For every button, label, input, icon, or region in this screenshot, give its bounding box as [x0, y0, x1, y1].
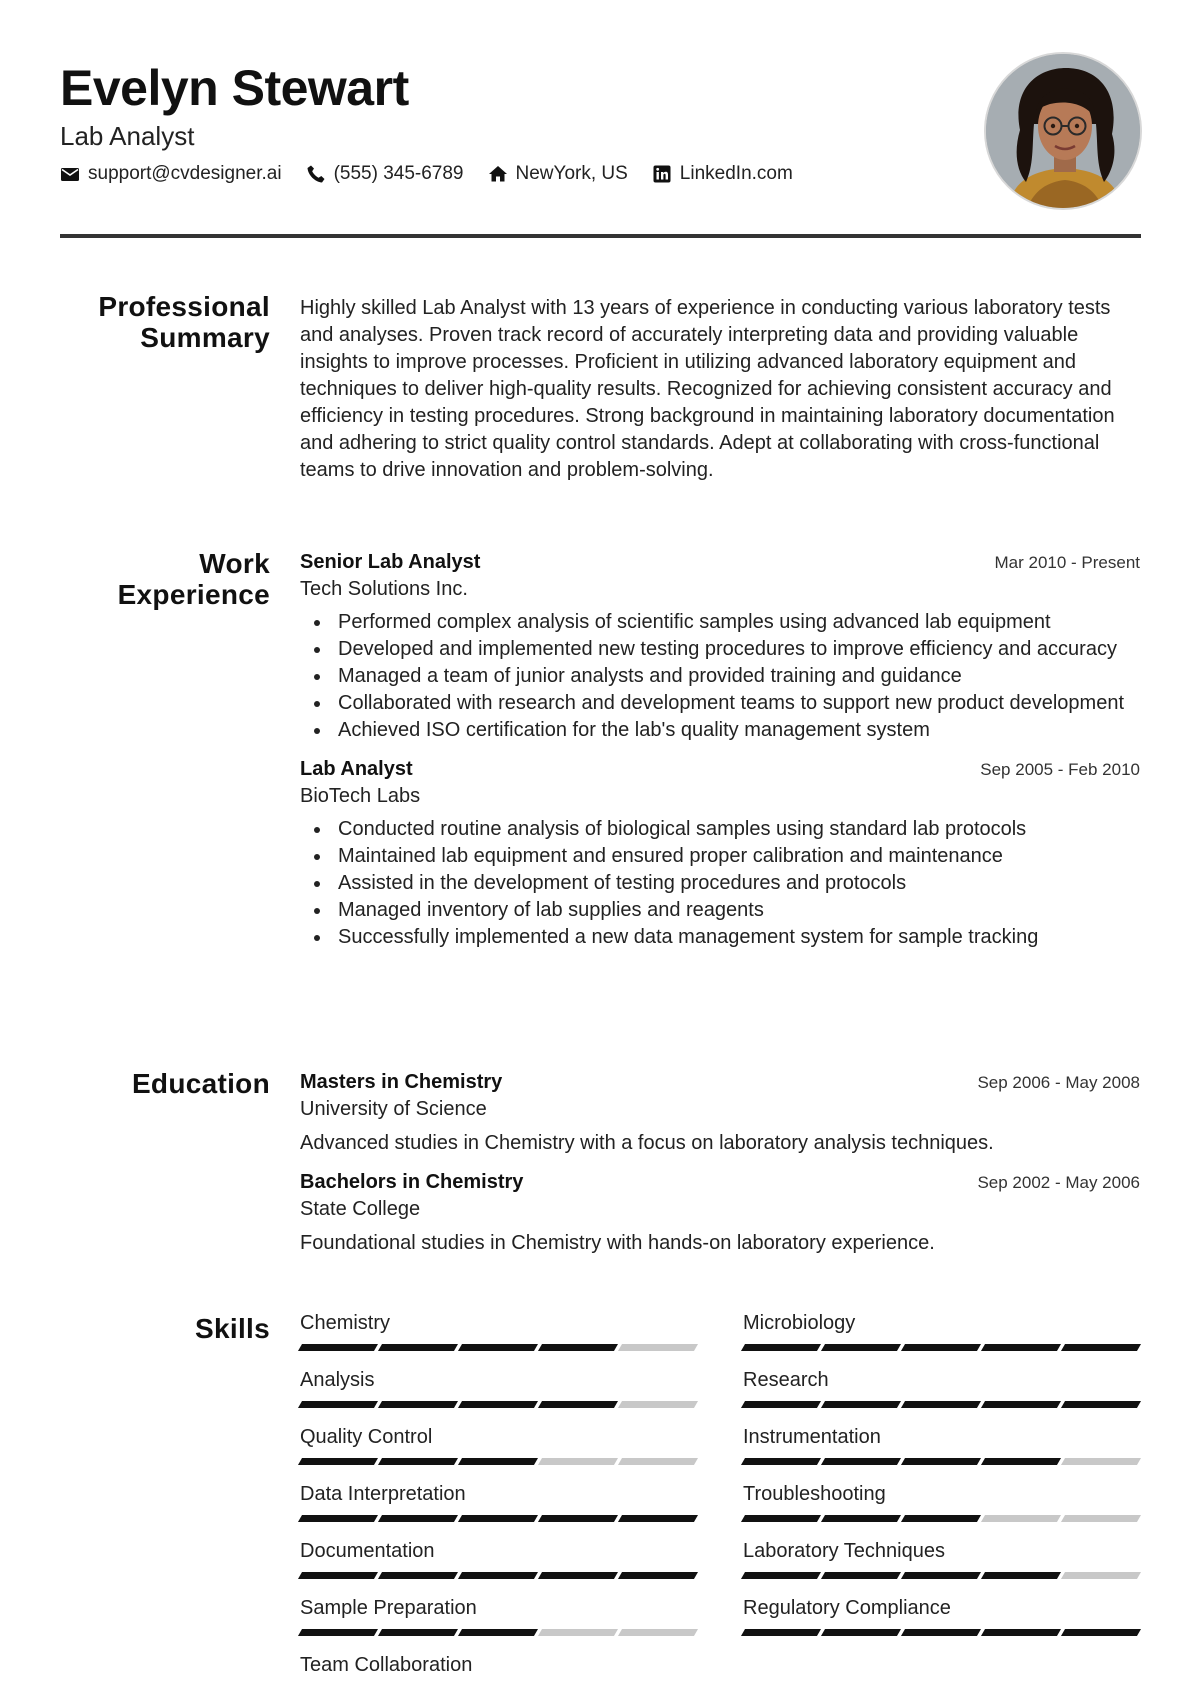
bullet-item: Managed inventory of lab supplies and reagents	[300, 897, 1140, 924]
skill-name: Documentation	[300, 1540, 435, 1562]
skill-item	[743, 1424, 1139, 1480]
skill-level-segment-filled	[821, 1515, 901, 1522]
skill-level-segment-filled	[298, 1572, 378, 1579]
skill-level-segment-filled	[901, 1344, 981, 1351]
profile-photo	[984, 52, 1142, 210]
degree-title: Bachelors in Chemistry	[300, 1171, 524, 1193]
skill-name: Team Collaboration	[300, 1654, 473, 1676]
skill-name: Data Interpretation	[300, 1483, 466, 1505]
job-entry	[300, 756, 1140, 951]
skill-level-segment-filled	[821, 1629, 901, 1636]
home-icon	[488, 164, 508, 184]
skill-name: Research	[743, 1369, 829, 1391]
education-list	[300, 1069, 1140, 1257]
linkedin-icon	[652, 164, 672, 184]
phone-text: (555) 345-6789	[333, 163, 464, 184]
skill-level-segment-filled	[618, 1515, 698, 1522]
skill-item	[300, 1481, 696, 1537]
skill-level-segment-filled	[458, 1344, 538, 1351]
email-text: support@cvdesigner.ai	[88, 163, 282, 184]
phone-icon	[306, 164, 326, 184]
skill-level-segment-filled	[538, 1344, 618, 1351]
skill-level-bar	[300, 1515, 696, 1522]
skill-level-segment-filled	[981, 1629, 1061, 1636]
job-dates: Sep 2005 - Feb 2010	[980, 760, 1140, 779]
contact-list	[60, 162, 793, 186]
education-dates: Sep 2002 - May 2006	[977, 1173, 1140, 1192]
skill-level-bar	[300, 1572, 696, 1579]
envelope-icon	[60, 164, 80, 184]
skill-item	[743, 1367, 1139, 1423]
summary-heading	[60, 291, 270, 353]
education-entry	[300, 1069, 1140, 1157]
candidate-role: Lab Analyst	[60, 121, 195, 151]
skill-level-segment-filled	[298, 1629, 378, 1636]
skill-item	[743, 1481, 1139, 1537]
contact-email[interactable]	[60, 162, 282, 186]
job-bullets	[300, 609, 1140, 744]
job-dates: Mar 2010 - Present	[994, 553, 1140, 572]
skill-level-segment-empty	[538, 1629, 618, 1636]
summary-heading-line2: Summary	[140, 322, 270, 353]
skill-level-segment-filled	[901, 1629, 981, 1636]
skill-level-segment-filled	[458, 1572, 538, 1579]
skills-heading: Skills	[195, 1313, 270, 1344]
bullet-item: Developed and implemented new testing procedures to improve efficiency and accuracy	[300, 636, 1140, 663]
work-heading-line1: Work	[199, 548, 270, 579]
bullet-item: Collaborated with research and development teams to support new product development	[300, 690, 1140, 717]
skill-level-bar	[743, 1572, 1139, 1579]
resume-header	[60, 58, 1140, 238]
job-company: BioTech Labs	[300, 785, 421, 807]
skill-level-segment-filled	[378, 1401, 458, 1408]
skill-level-segment-filled	[981, 1344, 1061, 1351]
skill-level-segment-filled	[901, 1515, 981, 1522]
skill-level-segment-filled	[741, 1515, 821, 1522]
skill-level-segment-filled	[821, 1458, 901, 1465]
job-bullets	[300, 816, 1140, 951]
skill-level-segment-empty	[618, 1344, 698, 1351]
skill-level-segment-filled	[618, 1572, 698, 1579]
skill-level-segment-filled	[901, 1572, 981, 1579]
bullet-item: Maintained lab equipment and ensured proper calibration and maintenance	[300, 843, 1140, 870]
header-divider	[60, 234, 1141, 238]
bullet-item: Achieved ISO certification for the lab's quality management system	[300, 717, 1140, 744]
skill-level-segment-filled	[378, 1515, 458, 1522]
skill-level-segment-filled	[1061, 1629, 1141, 1636]
skill-level-segment-empty	[1061, 1572, 1141, 1579]
skill-level-segment-filled	[901, 1401, 981, 1408]
skill-level-segment-filled	[981, 1401, 1061, 1408]
education-description: Advanced studies in Chemistry with a focus on laboratory analysis techniques.	[300, 1132, 994, 1154]
skill-level-segment-filled	[1061, 1344, 1141, 1351]
skill-level-segment-filled	[458, 1458, 538, 1465]
skill-level-segment-filled	[538, 1401, 618, 1408]
skill-item	[300, 1595, 696, 1651]
skill-level-segment-empty	[1061, 1458, 1141, 1465]
skill-level-segment-filled	[538, 1572, 618, 1579]
skill-item	[300, 1367, 696, 1423]
skill-level-segment-filled	[298, 1458, 378, 1465]
bullet-item: Assisted in the development of testing procedures and protocols	[300, 870, 1140, 897]
work-heading	[60, 548, 270, 610]
skill-level-segment-filled	[298, 1515, 378, 1522]
contact-phone[interactable]	[306, 162, 464, 186]
education-heading: Education	[131, 1068, 270, 1099]
job-title: Lab Analyst	[300, 758, 413, 780]
skill-name: Microbiology	[743, 1312, 856, 1334]
skill-level-segment-filled	[378, 1458, 458, 1465]
school-name: University of Science	[300, 1098, 487, 1120]
skill-level-segment-filled	[378, 1344, 458, 1351]
education-description: Foundational studies in Chemistry with hands-on laboratory experience.	[300, 1232, 935, 1254]
candidate-name: Evelyn Stewart	[60, 60, 409, 116]
skill-level-bar	[743, 1458, 1139, 1465]
skill-level-bar	[300, 1401, 696, 1408]
skill-item	[743, 1538, 1139, 1594]
education-dates: Sep 2006 - May 2008	[977, 1073, 1140, 1092]
skill-level-bar	[743, 1401, 1139, 1408]
location-text: NewYork, US	[515, 163, 628, 184]
job-title: Senior Lab Analyst	[300, 551, 481, 573]
skill-level-segment-empty	[981, 1515, 1061, 1522]
bullet-item: Performed complex analysis of scientific samples using advanced lab equipment	[300, 609, 1140, 636]
skill-level-segment-filled	[821, 1572, 901, 1579]
skill-level-segment-filled	[821, 1344, 901, 1351]
skill-level-segment-filled	[981, 1572, 1061, 1579]
bullet-item: Managed a team of junior analysts and provided training and guidance	[300, 663, 1140, 690]
skill-item	[300, 1424, 696, 1480]
skill-level-segment-filled	[378, 1572, 458, 1579]
work-heading-line2: Experience	[117, 579, 270, 610]
skill-item	[300, 1310, 696, 1366]
skill-item	[300, 1652, 696, 1684]
skill-level-segment-filled	[458, 1401, 538, 1408]
skill-level-segment-empty	[618, 1629, 698, 1636]
degree-title: Masters in Chemistry	[300, 1071, 503, 1093]
bullet-item: Conducted routine analysis of biological samples using standard lab protocols	[300, 816, 1140, 843]
skill-level-segment-filled	[1061, 1401, 1141, 1408]
skill-item	[743, 1310, 1139, 1366]
education-entry	[300, 1169, 1140, 1257]
summary-text: Highly skilled Lab Analyst with 13 years of experience in conducting various laboratory tests and analyses. Proven track record of accurately interpreting data and providing valuable insights to improve processes. Proficient in utilizing advanced laboratory equipment and techniques to deliver high-quality results. Recognized for achieving consistent accuracy and efficiency in testing procedures. Strong background in maintaining laboratory documentation and adhering to strict quality control standards. Adept at collaborating with cross-functional teams to drive innovation and problem-solving.	[300, 297, 1115, 481]
skill-level-segment-empty	[618, 1458, 698, 1465]
skill-level-bar	[300, 1629, 696, 1636]
skill-level-segment-filled	[741, 1344, 821, 1351]
skill-name: Troubleshooting	[743, 1483, 886, 1505]
skill-level-bar	[743, 1629, 1139, 1636]
skill-level-bar	[743, 1515, 1139, 1522]
skill-level-segment-filled	[538, 1515, 618, 1522]
work-list	[300, 549, 1140, 951]
contact-linkedin[interactable]	[652, 162, 793, 186]
skill-name: Laboratory Techniques	[743, 1540, 945, 1562]
skill-level-segment-filled	[458, 1629, 538, 1636]
skill-name: Sample Preparation	[300, 1597, 477, 1619]
skill-level-segment-filled	[298, 1344, 378, 1351]
skill-level-segment-filled	[741, 1572, 821, 1579]
skill-level-segment-empty	[538, 1458, 618, 1465]
skill-level-segment-filled	[901, 1458, 981, 1465]
skill-name: Quality Control	[300, 1426, 433, 1448]
skill-level-bar	[300, 1458, 696, 1465]
skill-level-segment-empty	[1061, 1515, 1141, 1522]
skill-name: Regulatory Compliance	[743, 1597, 951, 1619]
skill-item	[300, 1538, 696, 1594]
school-name: State College	[300, 1198, 421, 1220]
skill-level-bar	[743, 1344, 1139, 1351]
job-company: Tech Solutions Inc.	[300, 578, 468, 600]
skill-level-segment-filled	[821, 1401, 901, 1408]
skill-name: Instrumentation	[743, 1426, 881, 1448]
contact-location	[488, 162, 628, 186]
skill-level-segment-filled	[741, 1401, 821, 1408]
job-entry	[300, 549, 1140, 744]
skill-level-segment-empty	[618, 1401, 698, 1408]
skill-name: Analysis	[300, 1369, 375, 1391]
skill-level-segment-filled	[741, 1629, 821, 1636]
skill-name: Chemistry	[300, 1312, 391, 1334]
skill-item	[743, 1595, 1139, 1651]
skill-level-segment-filled	[298, 1401, 378, 1408]
skill-level-segment-filled	[981, 1458, 1061, 1465]
bullet-item: Successfully implemented a new data management system for sample tracking	[300, 924, 1140, 951]
skill-level-segment-filled	[741, 1458, 821, 1465]
summary-heading-line1: Professional	[98, 291, 270, 322]
skill-level-segment-filled	[458, 1515, 538, 1522]
linkedin-text: LinkedIn.com	[679, 163, 793, 184]
skill-level-segment-filled	[378, 1629, 458, 1636]
skill-level-bar	[300, 1344, 696, 1351]
